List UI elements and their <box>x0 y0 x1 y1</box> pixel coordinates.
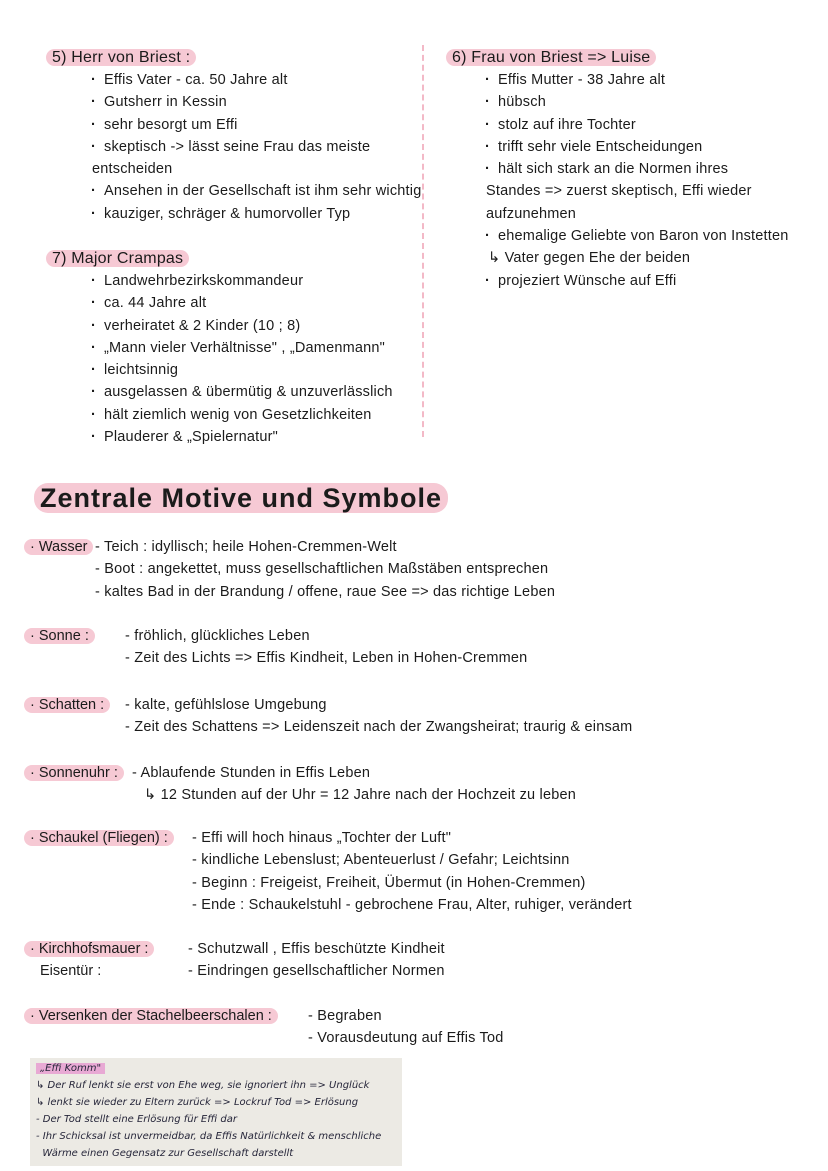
motif-label-wrap <box>30 694 110 716</box>
motif-label-wrap <box>30 625 95 647</box>
bullet-item: · leichtsinnig <box>78 359 393 381</box>
motif-label-wrap <box>30 938 154 983</box>
continuation-line: Standes => zuerst skeptisch, Effi wieder <box>486 183 752 200</box>
motif-label-secondary: Eisentür : <box>40 963 102 980</box>
motif-item: - Boot : angekettet, muss gesellschaftlichen Maßstäben entsprechen <box>95 561 549 578</box>
bullet-item: · trifft sehr viele Entscheidungen <box>472 136 789 158</box>
motif-label: · Versenken der Stachelbeerschalen : <box>24 1008 278 1024</box>
motif-item: - Beginn : Freigeist, Freiheit, Übermut (in Hohen-Cremmen) <box>192 874 586 891</box>
motif-item: - Ablaufende Stunden in Effis Leben <box>132 765 371 781</box>
bullet-item: · Gutsherr in Kessin <box>78 91 421 113</box>
motif-label-wrap <box>30 536 93 558</box>
motif-item: - kindliche Lebenslust; Abenteuerlust / Gefahr; Leichtsinn <box>192 852 570 869</box>
character-herr-von-briest <box>52 46 421 225</box>
motif-items <box>125 694 632 739</box>
bullet-item: · kauziger, schräger & humorvoller Typ <box>78 203 421 225</box>
motif-items <box>192 827 632 916</box>
motif-item: - Effi will hoch hinaus „Tochter der Luft" <box>192 830 452 846</box>
bullet-item: · Landwehrbezirkskommandeur <box>78 270 393 292</box>
bullet-item: · verheiratet & 2 Kinder (10 ; 8) <box>78 315 393 337</box>
bullet-item: · Ansehen in der Gesellschaft ist ihm sehr wichtig <box>78 180 421 202</box>
motif-item: - Vorausdeutung auf Effis Tod <box>308 1030 504 1047</box>
motif-item: - Zeit des Lichts => Effis Kindheit, Leben in Hohen-Cremmen <box>125 650 528 667</box>
photo-note-line: Wärme einen Gegensatz zur Gesellschaft darstellt <box>36 1148 294 1159</box>
bullet-item: · Plauderer & „Spielernatur" <box>78 426 393 448</box>
motif-item: - Begraben <box>308 1008 382 1024</box>
bullet-item: · ausgelassen & übermütig & unzuverlässlich <box>78 381 393 403</box>
motif-item: - Ende : Schaukelstuhl - gebrochene Frau, Alter, ruhiger, verändert <box>192 896 632 913</box>
motif-label: · Kirchhofsmauer : <box>24 941 154 957</box>
bullet-item: · sehr besorgt um Effi <box>78 114 421 136</box>
motif-items <box>188 938 445 983</box>
section-heading: 6) Frau von Briest => Luise <box>452 46 789 69</box>
motif-item: - Eindringen gesellschaftlicher Normen <box>188 963 445 980</box>
character-frau-von-briest <box>452 46 789 292</box>
bullet-item: · hält sich stark an die Normen ihres <box>472 158 789 180</box>
bullet-item: · Effis Mutter - 38 Jahre alt <box>472 69 789 91</box>
motif-item: - kalte, gefühlslose Umgebung <box>125 697 327 713</box>
motif-label: · Wasser <box>24 539 93 555</box>
motif-label-wrap <box>30 827 174 849</box>
bullet-item: · ehemalige Geliebte von Baron von Instetten <box>472 225 789 247</box>
section-heading: 7) Major Crampas <box>52 247 393 270</box>
continuation-line: aufzunehmen <box>486 205 577 222</box>
motif-label: · Schaukel (Fliegen) : <box>24 830 174 846</box>
motif-item: - kaltes Bad in der Brandung / offene, raue See => das richtige Leben <box>95 583 556 600</box>
bullet-item: · „Mann vieler Verhältnisse" , „Damenmann" <box>78 337 393 359</box>
bullet-item: · projeziert Wünsche auf Effi <box>472 270 789 292</box>
column-divider <box>422 45 424 437</box>
photo-note-line: ↳ Der Ruf lenkt sie erst von Ehe weg, sie ignoriert ihn => Unglück <box>36 1080 370 1091</box>
bullet-item: · ca. 44 Jahre alt <box>78 292 393 314</box>
bullet-item: · Effis Vater - ca. 50 Jahre alt <box>78 69 421 91</box>
motif-items <box>132 762 576 807</box>
photo-note <box>30 1058 402 1166</box>
photo-note-lines <box>36 1077 396 1162</box>
bullet-list <box>52 270 393 448</box>
section-heading: 5) Herr von Briest : <box>52 46 421 69</box>
photo-note-line: - Der Tod stellt eine Erlösung für Effi dar <box>36 1114 237 1125</box>
motif-item: - Schutzwall , Effis beschützte Kindheit <box>188 941 445 957</box>
motif-item: - Teich : idyllisch; heile Hohen-Cremmen-Welt <box>95 539 397 555</box>
motif-label-wrap <box>30 762 124 784</box>
continuation-line: entscheiden <box>92 161 173 178</box>
motif-label: · Schatten : <box>24 697 110 713</box>
continuation-line: ↳ Vater gegen Ehe der beiden <box>488 250 691 267</box>
motif-label: · Sonne : <box>24 628 95 644</box>
motif-item: - fröhlich, glückliches Leben <box>125 628 310 644</box>
motif-items <box>125 625 527 670</box>
page-title: Zentrale Motive und Symbole <box>34 483 448 514</box>
motif-item: ↳ 12 Stunden auf der Uhr = 12 Jahre nach der Hochzeit zu leben <box>144 787 577 804</box>
bullet-item: · stolz auf ihre Tochter <box>472 114 789 136</box>
motif-items <box>308 1005 504 1050</box>
character-major-crampas <box>52 247 393 448</box>
photo-note-heading: „Effi Komm" <box>36 1060 396 1077</box>
motif-label: · Sonnenuhr : <box>24 765 124 781</box>
motif-items <box>95 536 555 603</box>
bullet-item: · hübsch <box>472 91 789 113</box>
photo-note-line: ↳ lenkt sie wieder zu Eltern zurück => Lockruf Tod => Erlösung <box>36 1097 359 1108</box>
bullet-item: · hält ziemlich wenig von Gesetzlichkeiten <box>78 404 393 426</box>
bullet-item: · skeptisch -> lässt seine Frau das meiste <box>78 136 421 158</box>
bullet-list <box>452 69 789 292</box>
motif-item: - Zeit des Schattens => Leidenszeit nach der Zwangsheirat; traurig & einsam <box>125 719 633 736</box>
motif-label-wrap <box>30 1005 278 1027</box>
bullet-list <box>52 69 421 225</box>
photo-note-line: - Ihr Schicksal ist unvermeidbar, da Effis Natürlichkeit & menschliche <box>36 1131 382 1142</box>
